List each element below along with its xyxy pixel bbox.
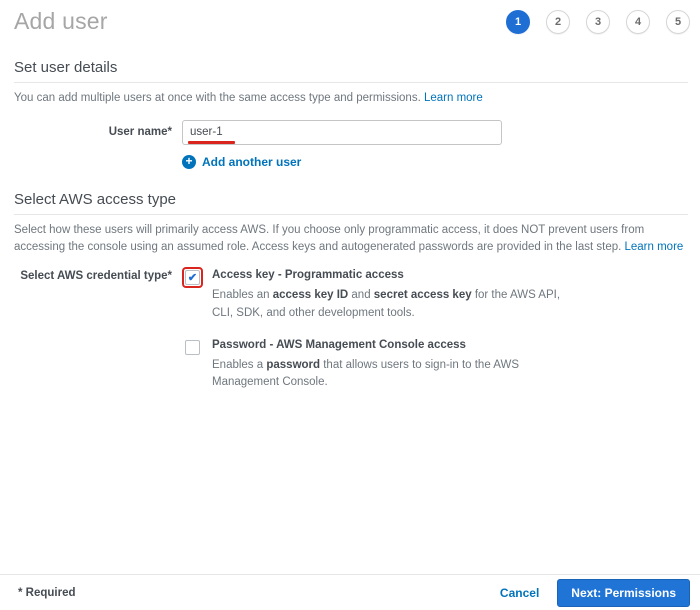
- wizard-step-indicator: [506, 10, 690, 34]
- password-option-title: Password - AWS Management Console access: [212, 338, 466, 351]
- step-4-indicator: 4: [626, 10, 650, 34]
- set-user-details-section: [14, 59, 688, 170]
- cancel-button[interactable]: Cancel: [499, 586, 540, 600]
- add-another-user-button[interactable]: [182, 155, 301, 169]
- step-1-indicator: 1: [506, 10, 530, 34]
- access-type-description-text: Select how these users will primarily access AWS. If you choose only programmatic access, it does NOT prevent users from accessing the console using an assumed role. Access keys and autogenerated passwords are provided in the last step.: [14, 224, 645, 253]
- desc-text: and: [348, 289, 374, 302]
- footer-bar: [18, 580, 690, 606]
- step-5-indicator: 5: [666, 10, 690, 34]
- username-input[interactable]: [182, 120, 502, 145]
- desc-bold: password: [266, 358, 321, 371]
- page-title: Add user: [14, 8, 108, 34]
- step-3-indicator: 3: [586, 10, 610, 34]
- select-access-type-heading: Select AWS access type: [14, 191, 177, 208]
- user-details-description-text: You can add multiple users at once with the same access type and permissions.: [14, 92, 424, 104]
- desc-text: Enables a: [212, 358, 267, 371]
- desc-text: that allows users to sign-in to the AWS Management Console.: [212, 358, 520, 388]
- footer-divider: [0, 574, 700, 575]
- credential-type-label: Select AWS credential type*: [20, 270, 172, 283]
- access-key-option-title: Access key - Programmatic access: [212, 269, 404, 282]
- access-key-checkbox[interactable]: [185, 270, 200, 285]
- page-header: [14, 8, 690, 35]
- desc-bold: access key ID: [272, 289, 349, 302]
- user-details-description: [14, 90, 688, 107]
- username-label: User name*: [108, 125, 172, 138]
- credential-type-form-row: [14, 268, 688, 391]
- access-type-description: [14, 222, 688, 255]
- select-access-type-section: [14, 191, 688, 391]
- access-key-option-row: [182, 268, 688, 321]
- section-divider: [14, 214, 688, 215]
- username-form-row: [14, 120, 688, 171]
- next-permissions-button[interactable]: Next: Permissions: [557, 579, 690, 607]
- step-2-indicator: 2: [546, 10, 570, 34]
- required-note: * Required: [18, 587, 76, 599]
- section-divider: [14, 82, 688, 83]
- desc-bold: secret access key: [373, 289, 472, 302]
- plus-icon: +: [182, 155, 196, 169]
- add-another-user-label: Add another user: [202, 154, 302, 169]
- password-option-description: [212, 357, 562, 392]
- checkmark-icon: ✔: [187, 272, 198, 285]
- set-user-details-heading: Set user details: [14, 59, 118, 76]
- access-type-learn-more-link[interactable]: Learn more: [624, 240, 684, 253]
- password-checkbox[interactable]: [185, 340, 200, 355]
- password-option-row: [182, 338, 688, 391]
- red-box-annotation: [182, 267, 203, 288]
- desc-text: for the AWS API, CLI, SDK, and other development tools.: [212, 289, 561, 319]
- desc-text: Enables an: [212, 289, 273, 302]
- user-details-learn-more-link[interactable]: Learn more: [423, 92, 483, 104]
- access-key-option-description: [212, 287, 562, 322]
